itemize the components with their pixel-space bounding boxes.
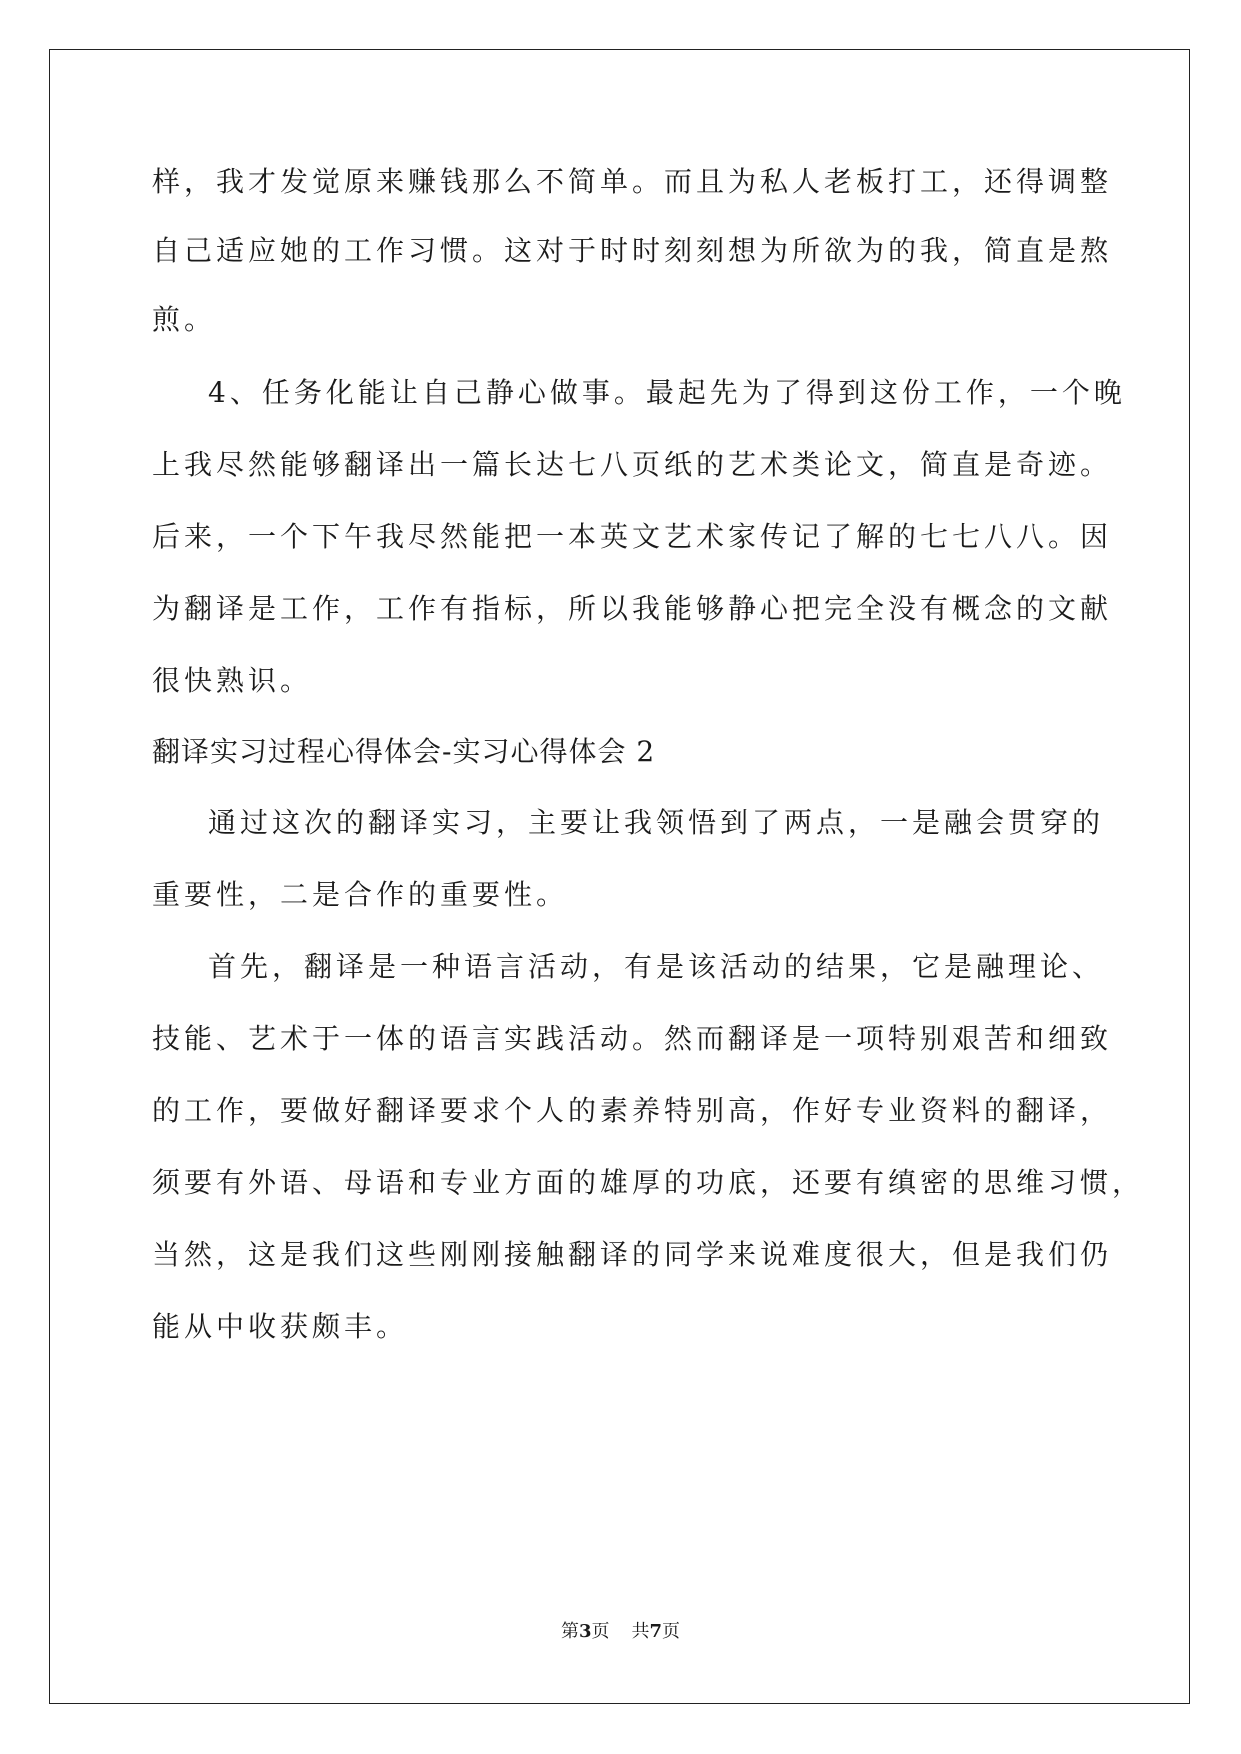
text-line: 当然，这是我们这些刚刚接触翻译的同学来说难度很大，但是我们仍 [152, 1238, 1113, 1271]
text-line: 为翻译是工作，工作有指标，所以我能够静心把完全没有概念的文献 [152, 592, 1113, 625]
text-line: 的工作，要做好翻译要求个人的素养特别高，作好专业资料的翻译， [152, 1094, 1113, 1127]
paragraph-start-line: 4、任务化能让自己静心做事。最起先为了得到这份工作，一个晚 [208, 376, 1126, 409]
text-line: 能从中收获颇丰。 [152, 1310, 409, 1343]
text-line: 很快熟识。 [152, 664, 313, 697]
text-line: 煎。 [152, 303, 217, 336]
paragraph-start-line: 首先，翻译是一种语言活动，有是该活动的结果，它是融理论、 [208, 950, 1105, 983]
page-prefix: 第 [560, 1621, 579, 1642]
text-line: 样，我才发觉原来赚钱那么不简单。而且为私人老板打工，还得调整 [152, 165, 1113, 198]
section-heading: 翻译实习过程心得体会-实习心得体会 2 [152, 735, 656, 768]
text-line: 后来，一个下午我尽然能把一本英文艺术家传记了解的七七八八。因 [152, 520, 1113, 553]
total-prefix: 共 [631, 1621, 650, 1642]
text-line: 技能、艺术于一体的语言实践活动。然而翻译是一项特别艰苦和细致 [152, 1022, 1113, 1055]
text-line: 须要有外语、母语和专业方面的雄厚的功底，还要有缜密的思维习惯， [152, 1166, 1145, 1199]
page-footer [0, 1620, 1241, 1644]
paragraph-start-line: 通过这次的翻译实习，主要让我领悟到了两点，一是融会贯穿的 [208, 806, 1105, 839]
text-line: 自己适应她的工作习惯。这对于时时刻刻想为所欲为的我，简直是熬 [152, 234, 1113, 267]
page-current-number: 3 [578, 1621, 592, 1642]
text-line: 重要性，二是合作的重要性。 [152, 878, 569, 911]
text-line: 上我尽然能够翻译出一篇长达七八页纸的艺术类论文，简直是奇迹。 [152, 448, 1113, 481]
page-total-number: 7 [649, 1621, 663, 1642]
total-suffix: 页 [662, 1621, 681, 1642]
page-suffix: 页 [591, 1621, 610, 1642]
